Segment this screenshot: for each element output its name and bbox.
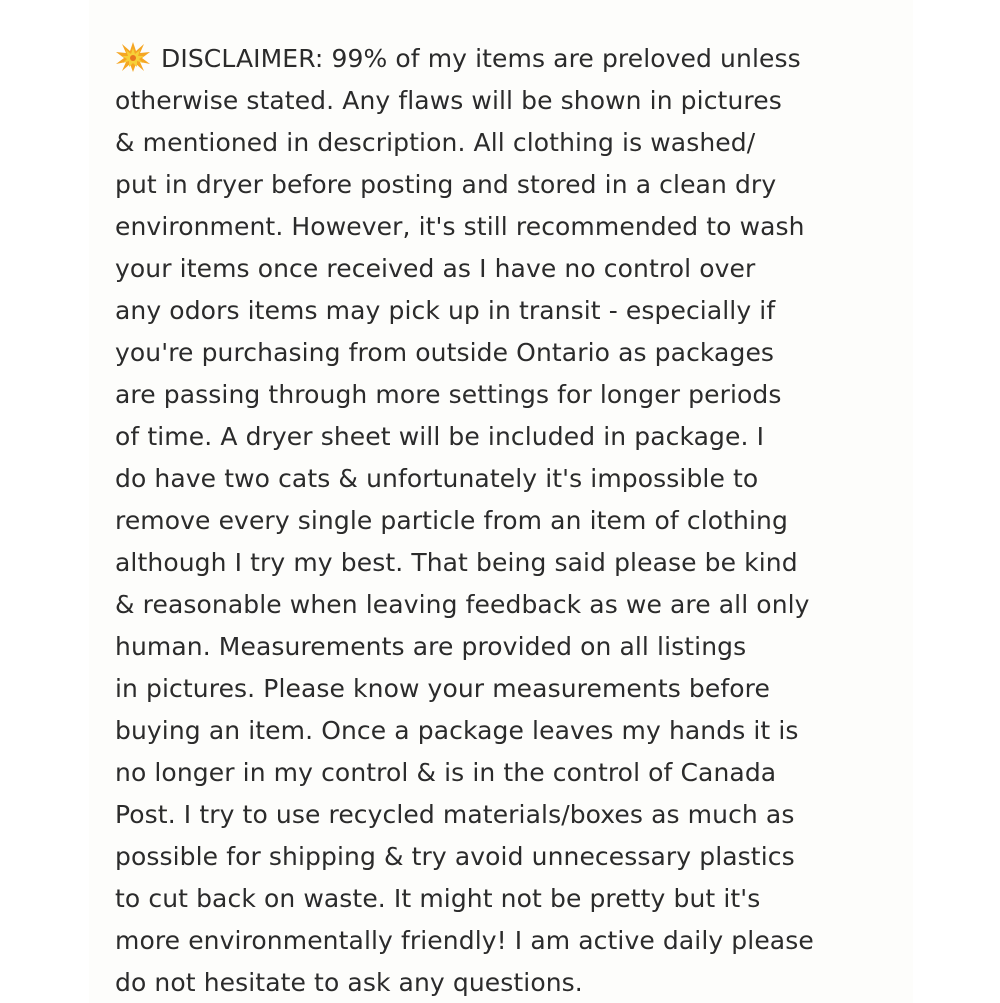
text-line: & reasonable when leaving feedback as we are all only: [115, 590, 810, 619]
disclaimer-text: [115, 38, 905, 1003]
text-line: to cut back on waste. It might not be pretty but it's: [115, 884, 761, 913]
text-line: possible for shipping & try avoid unnecessary plastics: [115, 842, 795, 871]
text-line: [115, 38, 905, 80]
collision-icon: [115, 41, 151, 73]
text-line: human. Measurements are provided on all listings: [115, 632, 747, 661]
text-line: Post. I try to use recycled materials/boxes as much as: [115, 800, 795, 829]
text-line: any odors items may pick up in transit - especially if: [115, 296, 776, 325]
text-line: do not hesitate to ask any questions.: [115, 968, 583, 997]
text-line: & mentioned in description. All clothing is washed/: [115, 128, 756, 157]
text-line-content: DISCLAIMER: 99% of my items are preloved unless: [161, 44, 801, 73]
text-line: remove every single particle from an item of clothing: [115, 506, 788, 535]
text-line: no longer in my control & is in the control of Canada: [115, 758, 777, 787]
text-line: you're purchasing from outside Ontario as packages: [115, 338, 775, 367]
text-line: in pictures. Please know your measurements before: [115, 674, 770, 703]
text-line: although I try my best. That being said please be kind: [115, 548, 798, 577]
text-line: do have two cats & unfortunately it's impossible to: [115, 464, 759, 493]
text-line: environment. However, it's still recommended to wash: [115, 212, 805, 241]
text-line: buying an item. Once a package leaves my hands it is: [115, 716, 799, 745]
text-line: your items once received as I have no control over: [115, 254, 756, 283]
text-line: are passing through more settings for longer periods: [115, 380, 782, 409]
text-line: more environmentally friendly! I am active daily please: [115, 926, 814, 955]
text-line: otherwise stated. Any flaws will be shown in pictures: [115, 86, 782, 115]
text-line: of time. A dryer sheet will be included in package. I: [115, 422, 765, 451]
text-line: put in dryer before posting and stored in a clean dry: [115, 170, 777, 199]
